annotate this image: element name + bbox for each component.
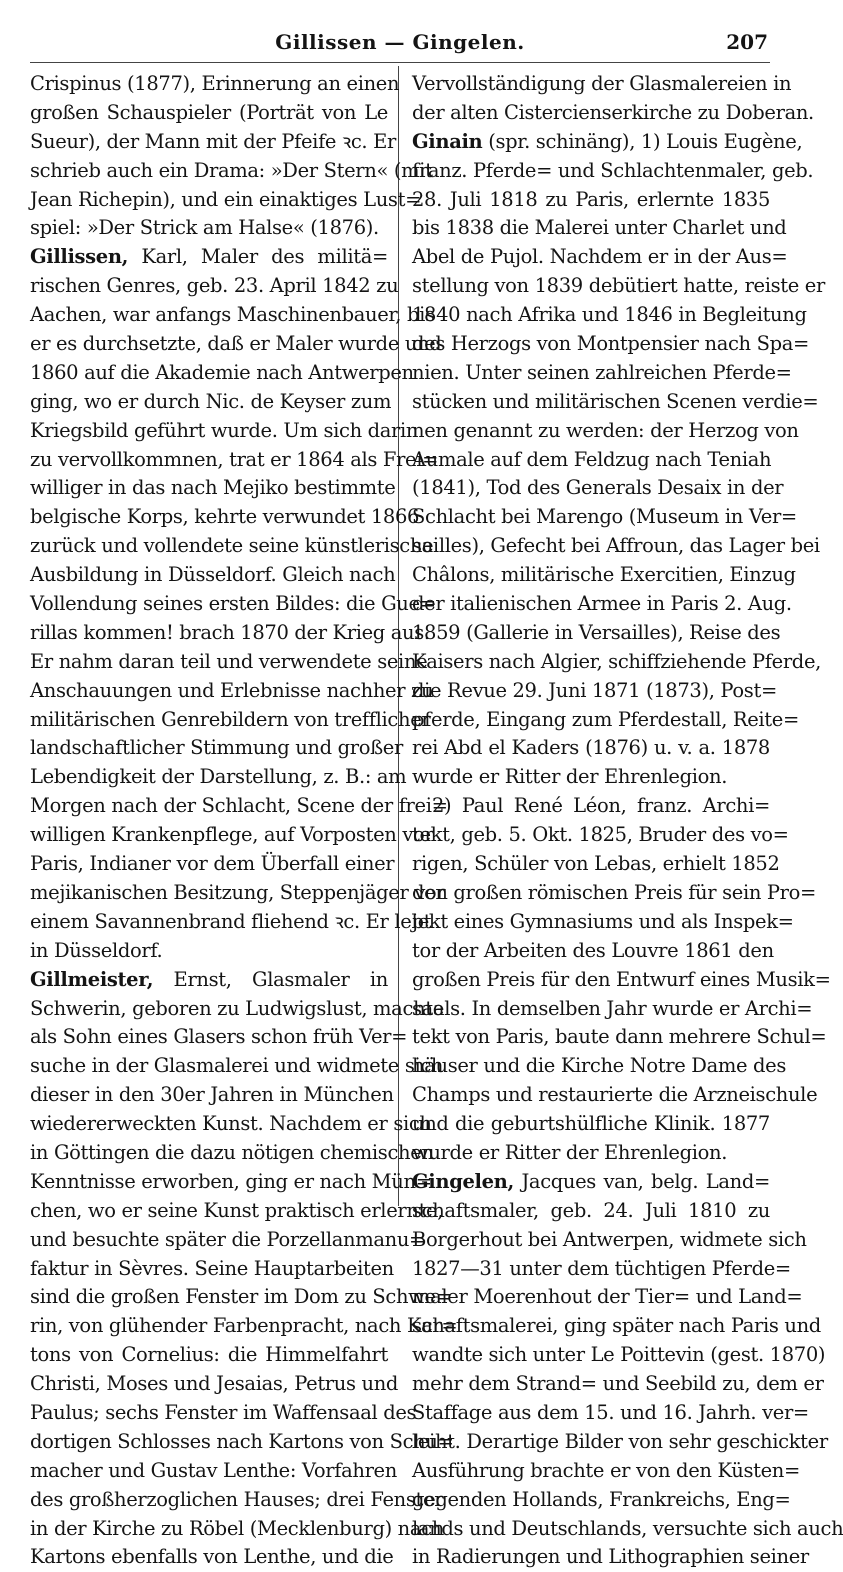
text-line: und besuchte später die Porzellanmanu=: [30, 1227, 426, 1251]
text-line: die Revue 29. Juni 1871 (1873), Post=: [412, 678, 777, 702]
text-line: wurde er Ritter der Ehrenlegion.: [412, 765, 728, 789]
text-line: rei Abd el Kaders (1876) u. v. a. 1878: [412, 736, 770, 760]
text-line: rischen Genres, geb. 23. April 1842 zu: [30, 274, 399, 298]
text-line: wurde er Ritter der Ehrenlegion.: [412, 1140, 728, 1164]
text-line: sailles), Gefecht bei Affroun, das Lager bei: [412, 534, 820, 558]
headword: Gingelen,: [412, 1169, 514, 1193]
text-line: williger in das nach Mejiko bestimmte: [30, 476, 396, 500]
text-line: Jean Richepin), und ein einaktiges Lust=: [30, 187, 422, 211]
text-line: des großherzoglichen Hauses; drei Fenster: [30, 1487, 444, 1511]
text-line: tons von Cornelius: die Himmelfahrt: [30, 1343, 388, 1367]
text-line: Champs und restaurierte die Arzneischule: [412, 1083, 818, 1107]
text-line: großen Schauspieler (Porträt von Le: [30, 100, 388, 124]
text-line: spiel: »Der Strick am Halse« (1876).: [30, 216, 379, 240]
text-line: Schwerin, geboren zu Ludwigslust, machte: [30, 996, 444, 1020]
text-line: den großen römischen Preis für sein Pro=: [412, 880, 817, 904]
text-line: Paulus; sechs Fenster im Waffensaal des: [30, 1400, 417, 1424]
text-line: tor der Arbeiten des Louvre 1861 den: [412, 938, 774, 962]
text-line: schaftsmalerei, ging später nach Paris und: [412, 1314, 821, 1338]
text-line: in der Kirche zu Röbel (Mecklenburg) nach: [30, 1516, 444, 1540]
text-line: Schlacht bei Marengo (Museum in Ver=: [412, 505, 797, 529]
text-line: Kaisers nach Algier, schiffziehende Pferde,: [412, 649, 821, 673]
text-line: Borgerhout bei Antwerpen, widmete sich: [412, 1227, 807, 1251]
text-line: ging, wo er durch Nic. de Keyser zum: [30, 389, 392, 413]
text-line: Paris, Indianer vor dem Überfall einer: [30, 852, 395, 876]
text-line: wiedererweckten Kunst. Nachdem er sich: [30, 1112, 432, 1136]
text-line: wandte sich unter Le Poittevin (gest. 1870): [412, 1343, 826, 1367]
text-line: 1860 auf die Akademie nach Antwerpen: [30, 360, 414, 384]
text-line: Kriegsbild geführt wurde. Um sich darin: [30, 418, 419, 442]
text-line: zurück und vollendete seine künstlerische: [30, 534, 434, 558]
text-line: Sueur), der Mann mit der Pfeife ꝛc. Er: [30, 129, 396, 153]
text-line: Kenntnisse erworben, ging er nach Mün=: [30, 1169, 432, 1193]
headword: Gillmeister,: [30, 967, 154, 991]
text-line: gegenden Hollands, Frankreichs, Eng=: [412, 1487, 791, 1511]
text-line: großen Preis für den Entwurf eines Musik=: [412, 967, 831, 991]
text-line: und die geburtshülfliche Klinik. 1877: [412, 1112, 770, 1136]
text-line: des Herzogs von Montpensier nach Spa=: [412, 332, 810, 356]
text-line: Christi, Moses und Jesaias, Petrus und: [30, 1372, 399, 1396]
text-line: Ausbildung in Düsseldorf. Gleich nach: [30, 563, 396, 587]
text-line: dieser in den 30er Jahren in München: [30, 1083, 394, 1107]
text-line: zu vervollkommnen, trat er 1864 als Frei=: [30, 447, 439, 471]
text-line: Vervollständigung der Glasmalereien in: [412, 72, 792, 95]
text-line: stücken und militärischen Scenen verdie=: [412, 389, 819, 413]
text-line: mejikanischen Besitzung, Steppenjäger vor: [30, 880, 446, 904]
text-line: Gillmeister, Ernst, Glasmaler in: [30, 967, 388, 991]
text-line: in Göttingen die dazu nötigen chemischen: [30, 1140, 434, 1164]
text-line: häuser und die Kirche Notre Dame des: [412, 1054, 787, 1078]
text-line: als Sohn eines Glasers schon früh Ver=: [30, 1025, 408, 1049]
text-line: rin, von glühender Farbenpracht, nach Kar=: [30, 1314, 458, 1338]
text-line: tekt von Paris, baute dann mehrere Schul=: [412, 1025, 827, 1049]
text-line: einem Savannenbrand fliehend ꝛc. Er lebt: [30, 909, 432, 933]
text-line: rillas kommen! brach 1870 der Krieg aus.: [30, 620, 430, 644]
text-line: in Düsseldorf.: [30, 938, 163, 962]
text-line: Châlons, militärische Exercitien, Einzug: [412, 563, 796, 587]
text-line: 28. Juli 1818 zu Paris, erlernte 1835: [412, 187, 770, 211]
text-line: 2) Paul René Léon, franz. Archi=: [432, 794, 770, 818]
text-line: militärischen Genrebildern von trefflicher: [30, 707, 431, 731]
text-line: chen, wo er seine Kunst praktisch erlernte,: [30, 1198, 444, 1222]
text-line: Gingelen, Jacques van, belg. Land=: [412, 1169, 770, 1193]
text-line: Ginain (spr. schinäng), 1) Louis Eugène,: [412, 129, 803, 153]
text-line: nen genannt zu werden: der Herzog von: [412, 418, 799, 442]
text-line: pferde, Eingang zum Pferdestall, Reite=: [412, 707, 799, 731]
text-line: der italienischen Armee in Paris 2. Aug.: [412, 592, 792, 616]
text-line: dortigen Schlosses nach Kartons von Schu=: [30, 1429, 454, 1453]
right-column: [412, 70, 843, 1569]
header-rule: [30, 62, 770, 63]
text-line: Abel de Pujol. Nachdem er in der Aus=: [412, 245, 788, 269]
text-line: 1827—31 unter dem tüchtigen Pferde=: [412, 1256, 791, 1280]
text-line: macher und Gustav Lenthe: Vorfahren: [30, 1458, 397, 1482]
text-line: rigen, Schüler von Lebas, erhielt 1852: [412, 852, 780, 876]
text-line: stellung von 1839 debütiert hatte, reiste er: [412, 274, 825, 298]
text-line: willigen Krankenpflege, auf Vorposten vor: [30, 823, 434, 847]
text-line: maler Moerenhout der Tier= und Land=: [412, 1285, 803, 1309]
text-line: Kartons ebenfalls von Lenthe, und die: [30, 1545, 394, 1569]
text-line: in Radierungen und Lithographien seiner: [412, 1545, 809, 1569]
text-line: Lebendigkeit der Darstellung, z. B.: am: [30, 765, 407, 789]
text-line: sind die großen Fenster im Dom zu Schwe=: [30, 1285, 452, 1309]
text-line: Vollendung seines ersten Bildes: die Gue=: [30, 592, 436, 616]
text-line: (1841), Tod des Generals Desaix in der: [412, 476, 784, 500]
text-line: Aumale auf dem Feldzug nach Teniah: [412, 447, 772, 471]
headword: Ginain: [412, 129, 483, 153]
text-line: belgische Korps, kehrte verwundet 1866: [30, 505, 420, 529]
text-line: tekt, geb. 5. Okt. 1825, Bruder des vo=: [412, 823, 789, 847]
text-line: Gillissen, Karl, Maler des militä=: [30, 245, 388, 269]
text-line: der alten Cistercienserkirche zu Doberan.: [412, 100, 814, 124]
text-line: mehr dem Strand= und Seebild zu, dem er: [412, 1372, 824, 1396]
text-line: Staffage aus dem 15. und 16. Jahrh. ver=: [412, 1400, 809, 1424]
text-line: 1859 (Gallerie in Versailles), Reise des: [412, 620, 781, 644]
text-line: faktur in Sèvres. Seine Hauptarbeiten: [30, 1256, 394, 1280]
text-line: schaftsmaler, geb. 24. Juli 1810 zu: [412, 1198, 770, 1222]
text-line: nien. Unter seinen zahlreichen Pferde=: [412, 360, 792, 384]
page-number: 207: [726, 30, 768, 54]
text-line: bis 1838 die Malerei unter Charlet und: [412, 216, 787, 240]
text-line: jekt eines Gymnasiums und als Inspek=: [412, 909, 794, 933]
text-line: Er nahm daran teil und verwendete seine: [30, 649, 428, 673]
page-header: [30, 28, 770, 58]
text-line: Anschauungen und Erlebnisse nachher zu: [30, 678, 434, 702]
running-head: Gillissen — Gingelen.: [275, 30, 525, 54]
text-line: 1840 nach Afrika und 1846 in Begleitung: [412, 303, 807, 327]
text-line: franz. Pferde= und Schlachtenmaler, geb.: [412, 158, 814, 182]
text-line: lands und Deutschlands, versuchte sich auch: [412, 1516, 843, 1540]
text-line: Crispinus (1877), Erinnerung an einen: [30, 72, 400, 95]
text-line: Aachen, war anfangs Maschinenbauer, bis: [30, 303, 435, 327]
text-line: er es durchsetzte, daß er Maler wurde und: [30, 332, 442, 356]
text-line: Ausführung brachte er von den Küsten=: [412, 1458, 800, 1482]
text-line: suche in der Glasmalerei und widmete sich: [30, 1054, 444, 1078]
text-line: Morgen nach der Schlacht, Scene der frei=: [30, 794, 448, 818]
text-line: schrieb auch ein Drama: »Der Stern« (mit: [30, 158, 433, 182]
text-line: leiht. Derartige Bilder von sehr geschickter: [412, 1429, 828, 1453]
text-line: saals. In demselben Jahr wurde er Archi=: [412, 996, 813, 1020]
text-line: landschaftlicher Stimmung und großer: [30, 736, 403, 760]
headword: Gillissen,: [30, 245, 129, 269]
